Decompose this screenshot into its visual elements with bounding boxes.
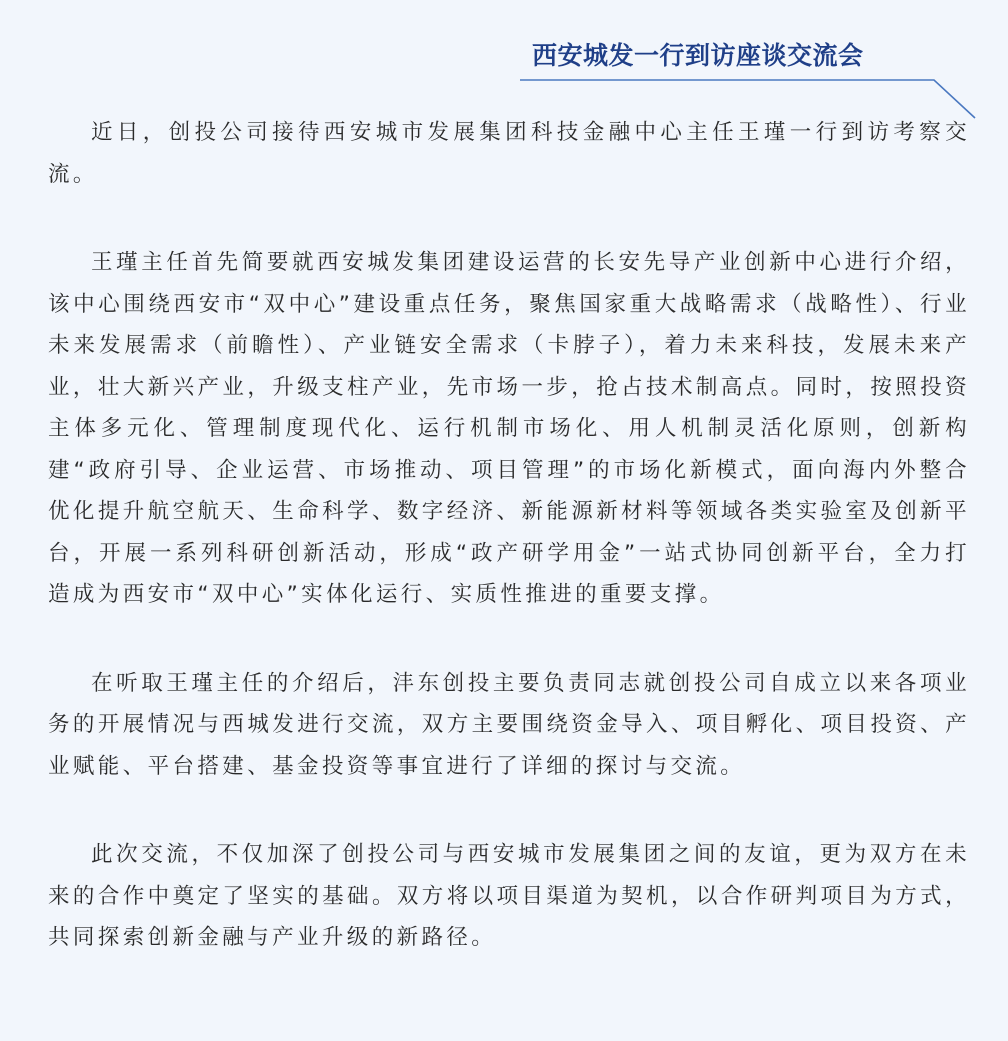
article-paragraph-conclusion: 此次交流，不仅加深了创投公司与西安城市发展集团之间的友谊，更为双方在未来的合作中奠定了坚实的基础。双方将以项目渠道为契机，以合作研判项目为方式，共同探索创新金融与产业升级的新路径。 <box>48 842 970 950</box>
article-paragraph-exchange: 在听取王瑾主任的介绍后，沣东创投主要负责同志就创投公司自成立以来各项业务的开展情况与西城发进行交流，双方主要围绕资金导入、项目孵化、项目投资、产业赋能、平台搭建、基金投资等事宜进行了详细的探讨与交流。 <box>48 670 970 779</box>
section-header <box>0 0 1008 130</box>
section-title: 西安城发一行到访座谈交流会 <box>532 41 864 70</box>
article-paragraph-intro: 近日，创投公司接待西安城市发展集团科技金融中心主任王瑾一行到访考察交流。 <box>48 120 970 187</box>
article-paragraph-center-introduction: 王瑾主任首先简要就西安城发集团建设运营的长安先导产业创新中心进行介绍，该中心围绕西安市“双中心”建设重点任务，聚焦国家重大战略需求（战略性）、行业未来发展需求（前瞻性）、产业链安全需求（卡脖子），着力未来科技，发展未来产业，壮大新兴产业，升级支柱产业，先市场一步，抢占技术制高点。同时，按照投资主体多元化、管理制度现代化、运行机制市场化、用人机制灵活化原则，创新构建“政府引导、企业运营、市场推动、项目管理”的市场化新模式，面向海内外整合优化提升航空航天、生命科学、数字经济、新能源新材料等领域各类实验室及创新平台，开展一系列科研创新活动，形成“政产研学用金”一站式协同创新平台，全力打造成为西安市“双中心”实体化运行、实质性推进的重要支撑。 <box>48 250 970 607</box>
article-body <box>48 112 970 1006</box>
